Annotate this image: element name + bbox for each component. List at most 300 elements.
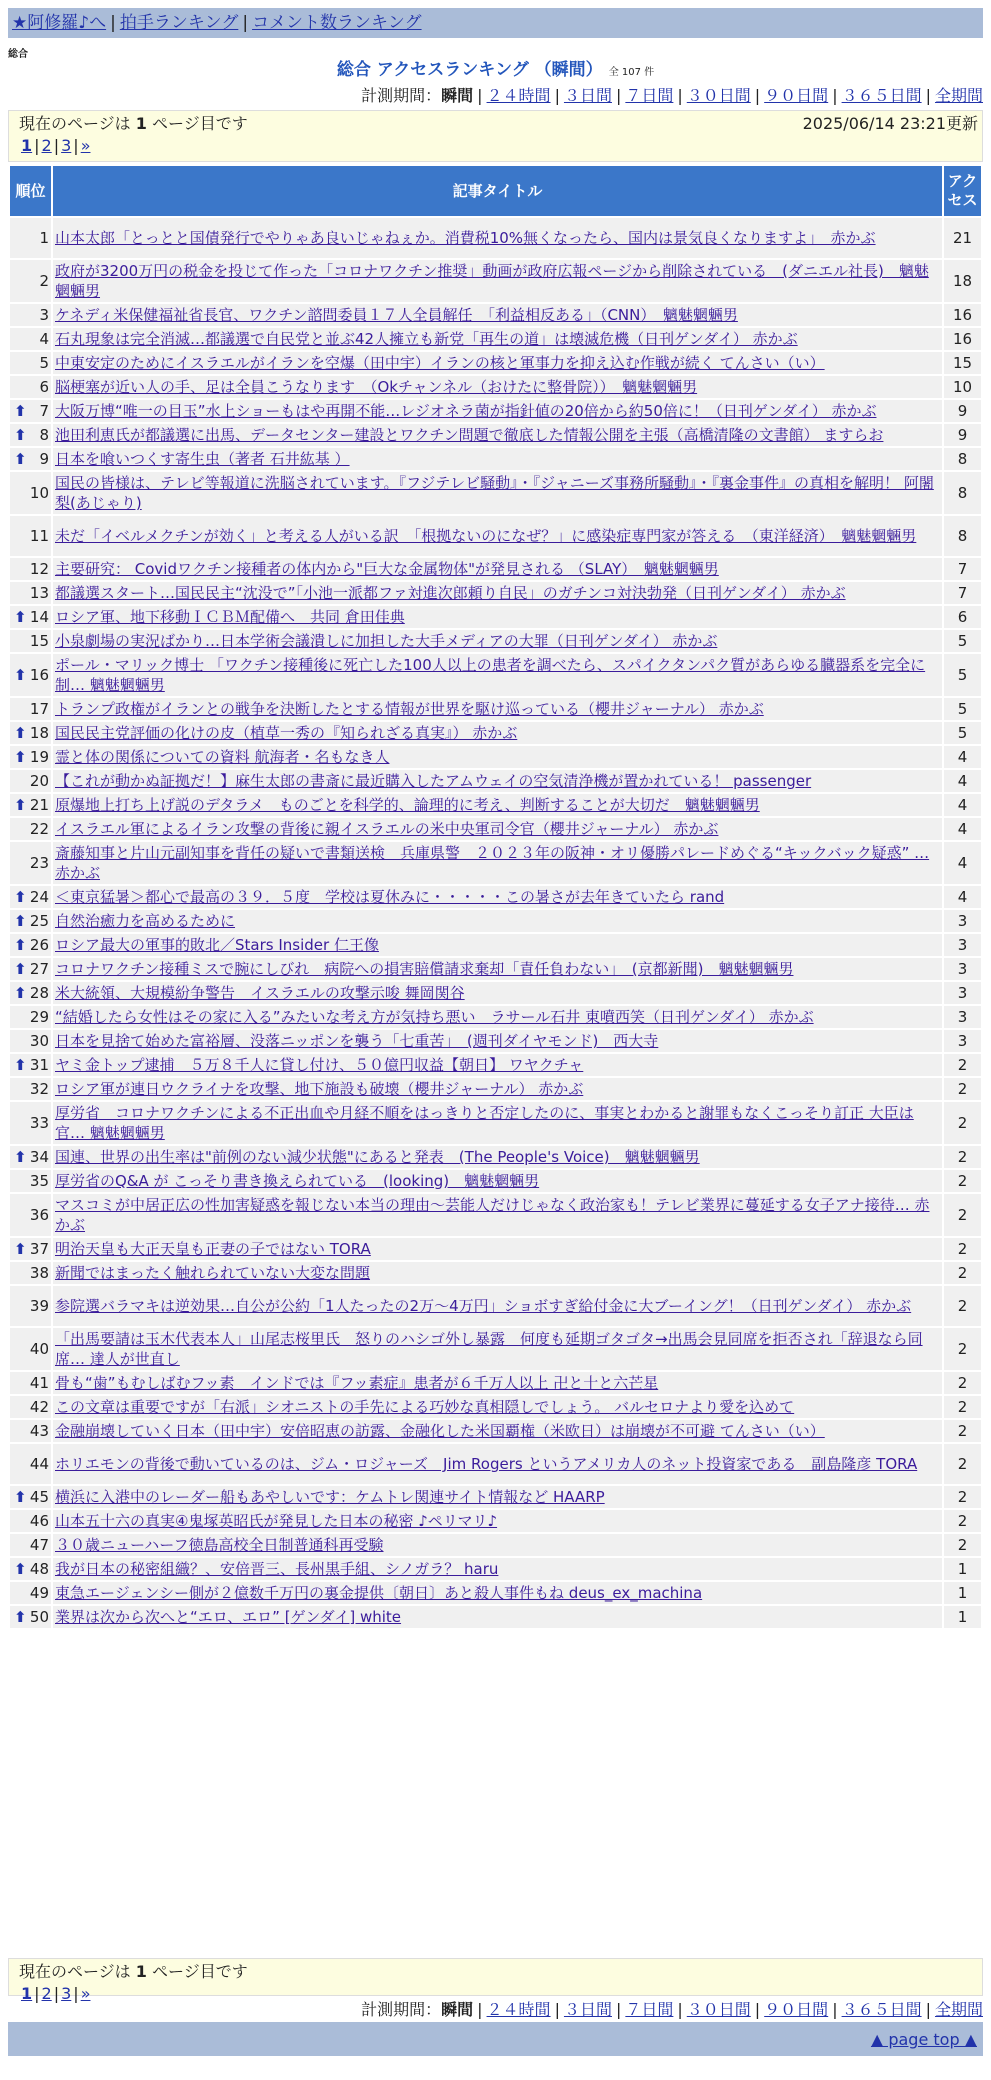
rank-number: 26: [29, 936, 49, 954]
title-cell: [53, 1078, 942, 1100]
table-row: [10, 328, 981, 350]
up-arrow-icon: ⬆: [14, 796, 27, 814]
title-cell: [53, 1146, 942, 1168]
article-link[interactable]: ＜東京猛暑＞都心で最高の３９．５度 学校は夏休みに・・・・・この暑さが去年きていたら rand: [55, 888, 725, 906]
rank-cell: [10, 260, 51, 302]
rank-number: 3: [39, 306, 49, 324]
title-cell: [53, 516, 942, 556]
rank-cell: [10, 516, 51, 556]
article-link[interactable]: 中東安定のためにイスラエルがイランを空爆（田中宇）イランの核と軍事力を抑え込む作戦が続く てんさい（い）: [55, 354, 825, 372]
article-link[interactable]: 米大統領、大規模紛争警告 イスラエルの攻撃示唆 舞岡関谷: [55, 984, 465, 1002]
access-count: 2: [944, 1328, 981, 1370]
rank-cell: [10, 582, 51, 604]
period-link[interactable]: ２４時間: [486, 86, 551, 105]
table-row: [10, 1606, 981, 1628]
top-navigation: [8, 8, 983, 38]
period-link[interactable]: ２４時間: [486, 2000, 551, 2019]
page-link[interactable]: 1: [21, 136, 33, 155]
up-arrow-icon: ⬆: [14, 1148, 27, 1166]
period-separator: |: [615, 2000, 622, 2019]
table-row: [10, 1486, 981, 1508]
table-row: [10, 1558, 981, 1580]
table-row: [10, 1286, 981, 1326]
table-row: [10, 630, 981, 652]
rank-cell: [10, 770, 51, 792]
header-access: アクセス: [944, 166, 981, 216]
access-count: 16: [944, 304, 981, 326]
up-arrow-icon: ⬆: [14, 608, 27, 626]
period-link[interactable]: ３日間: [563, 86, 612, 105]
title-cell: [53, 1486, 942, 1508]
access-count: 9: [944, 400, 981, 422]
title-cell: [53, 770, 942, 792]
article-link[interactable]: 参院選バラマキは逆効果…自公が公約「1人たったの2万〜4万円」ショボすぎ給付金に大ブーイング！（日刊ゲンダイ） 赤かぶ: [55, 1297, 912, 1315]
rank-number: 27: [29, 960, 49, 978]
article-link[interactable]: 山本太郎「とっとと国債発行でやりゃあ良いじゃねぇか。消費税10%無くなったら、国内は景気良くなりますよ」 赤かぶ: [55, 229, 876, 247]
title-cell: [53, 558, 942, 580]
access-count: 4: [944, 746, 981, 768]
rank-cell: [10, 794, 51, 816]
period-link[interactable]: ３０日間: [686, 2000, 751, 2019]
title-cell: [53, 1582, 942, 1604]
nav-link-comment-ranking[interactable]: コメント数ランキング: [252, 13, 422, 33]
title-cell: [53, 1054, 942, 1076]
article-link[interactable]: ヤミ金トップ逮捕 ５万８千人に貸し付け、５０億円収益【朝日】 ワヤクチャ: [55, 1056, 584, 1074]
page-link[interactable]: 2: [41, 1984, 52, 2003]
period-link[interactable]: ３６５日間: [841, 2000, 922, 2019]
title-cell: [53, 886, 942, 908]
period-link[interactable]: ７日間: [625, 86, 674, 105]
table-row: [10, 304, 981, 326]
access-count: 8: [944, 472, 981, 514]
title-cell: [53, 448, 942, 470]
article-link[interactable]: 脳梗塞が近い人の手、足は全員こうなります （Okチャンネル（おけたに整骨院）） 魑魅魍魎男: [55, 378, 698, 396]
period-separator: |: [925, 86, 931, 105]
access-count: 2: [944, 1510, 981, 1532]
table-row: [10, 516, 981, 556]
period-label: 計測期間：: [361, 86, 442, 105]
article-link[interactable]: 原爆地上打ち上げ説のデタラメ ものごとを科学的、論理的に考え、判断することが大切だ 魑魅魍魎男: [55, 796, 760, 814]
page-link[interactable]: »: [80, 136, 91, 155]
article-link[interactable]: ３０歳ニューハーフ徳島高校全日制普通科再受験: [55, 1536, 384, 1554]
rank-cell: [10, 722, 51, 744]
article-link[interactable]: イスラエル軍によるイラン攻撃の背後に親イスラエルの米中央軍司令官（櫻井ジャーナル） 赤かぶ: [55, 820, 719, 838]
table-row: [10, 1534, 981, 1556]
article-link[interactable]: 小泉劇場の実況ばかり…日本学術会議潰しに加担した大手メディアの大罪（日刊ゲンダイ） 赤かぶ: [55, 632, 718, 650]
rank-number: 35: [29, 1172, 49, 1190]
period-link[interactable]: ３０日間: [686, 86, 751, 105]
title-cell: [53, 260, 942, 302]
rank-cell: [10, 698, 51, 720]
table-row: [10, 1372, 981, 1394]
access-count: 9: [944, 424, 981, 446]
table-row: [10, 424, 981, 446]
rank-number: 34: [29, 1148, 49, 1166]
access-count: 3: [944, 934, 981, 956]
title-cell: [53, 606, 942, 628]
period-separator: |: [832, 86, 838, 105]
up-arrow-icon: ⬆: [14, 912, 27, 930]
title-cell: [53, 472, 942, 514]
article-link[interactable]: 東急エージェンシー側が２億数千万円の裏金提供〔朝日〕あと殺人事件もね deus_ex_machina: [55, 1584, 703, 1602]
table-row: [10, 1238, 981, 1260]
title-cell: [53, 1006, 942, 1028]
access-count: 2: [944, 1372, 981, 1394]
article-link[interactable]: 斎藤知事と片山元副知事を背任の疑いで書類送検 兵庫県警 ２０２３年の阪神・オリ優勝パレードめぐる“キックバック疑惑” … 赤かぶ: [55, 844, 930, 882]
table-row: [10, 886, 981, 908]
article-link[interactable]: 「出馬要請は玉木代表本人」山尾志桜里氏 怒りのハシゴ外し暴露 何度も延期ゴタゴタ→出馬会見同席を拒否され「辞退なら同席… 達人が世直し: [55, 1330, 923, 1368]
title-cell: [53, 630, 942, 652]
article-link[interactable]: ロシア軍が連日ウクライナを攻撃、地下施設も破壊（櫻井ジャーナル） 赤かぶ: [55, 1080, 584, 1098]
rank-number: 48: [29, 1560, 49, 1578]
article-link[interactable]: この文章は重要ですが「右派」シオニストの手先による巧妙な真相隠しでしょう。 バルセロナより愛を込めて: [55, 1398, 795, 1416]
rank-cell: [10, 376, 51, 398]
nav-separator: |: [242, 13, 249, 33]
table-row: [10, 722, 981, 744]
access-count: 5: [944, 698, 981, 720]
period-link[interactable]: ３６５日間: [841, 86, 922, 105]
title-cell: [53, 1328, 942, 1370]
table-row: [10, 746, 981, 768]
rank-cell: [10, 1328, 51, 1370]
title-cell: [53, 1030, 942, 1052]
article-link[interactable]: 業界は次から次へと“エロ、エロ” [ゲンダイ] white: [55, 1608, 402, 1626]
title-cell: [53, 1194, 942, 1236]
article-link[interactable]: 霊と体の関係についての資料 航海者・名もなき人: [55, 748, 390, 766]
up-arrow-icon: ⬆: [14, 1240, 27, 1258]
table-row: [10, 1006, 981, 1028]
access-count: 2: [944, 1486, 981, 1508]
up-arrow-icon: ⬆: [14, 984, 27, 1002]
rank-cell: [10, 1146, 51, 1168]
rank-cell: [10, 1170, 51, 1192]
table-row: [10, 910, 981, 932]
rank-cell: [10, 1238, 51, 1260]
rank-cell: [10, 424, 51, 446]
access-count: 15: [944, 352, 981, 374]
access-count: 3: [944, 1006, 981, 1028]
article-link[interactable]: トランプ政権がイランとの戦争を決断したとする情報が世界を駆け巡っている（櫻井ジャーナル） 赤かぶ: [55, 700, 764, 718]
rank-cell: [10, 1194, 51, 1236]
current-page-text: 現在のページは 1 ページ目です: [19, 1962, 248, 1981]
access-count: 5: [944, 630, 981, 652]
access-count: 10: [944, 376, 981, 398]
period-label: 計測期間：: [361, 2000, 442, 2019]
article-link[interactable]: 【これが動かぬ証拠だ！】麻生太郎の書斎に最近購入したアムウェイの空気清浄機が置かれている！ passenger: [55, 772, 812, 790]
table-row: [10, 472, 981, 514]
article-link[interactable]: 骨も“歯”もむしばむフッ素 インドでは『フッ素症』患者が６千万人以上 卍と十と六芒星: [55, 1374, 659, 1392]
rank-number: 10: [29, 484, 49, 502]
rank-number: 14: [29, 608, 49, 626]
rank-number: 19: [29, 748, 49, 766]
article-link[interactable]: ロシア軍、地下移動ＩＣＢＭ配備へ 共同 倉田佳典: [55, 608, 405, 626]
article-link[interactable]: ロシア最大の軍事的敗北／Stars Insider 仁王像: [55, 936, 379, 954]
pagination-bottom: [8, 1958, 983, 2003]
table-row: [10, 982, 981, 1004]
article-link[interactable]: “結婚したら女性はその家に入る”みたいな考え方が気持ち悪い ラサール石井 東噴西笑（日刊ゲンダイ） 赤かぶ: [55, 1008, 814, 1026]
article-link[interactable]: 厚労省のQ&A が こっそり書き換えられている (looking) 魑魅魍魎男: [55, 1172, 540, 1190]
period-current: 瞬間: [441, 86, 474, 105]
rank-number: 23: [29, 854, 49, 872]
up-arrow-icon: ⬆: [14, 724, 27, 742]
up-arrow-icon: ⬆: [14, 1608, 27, 1626]
rank-cell: [10, 328, 51, 350]
table-row: [10, 558, 981, 580]
rank-number: 28: [29, 984, 49, 1002]
article-link[interactable]: 明治天皇も大正天皇も正妻の子ではない TORA: [55, 1240, 371, 1258]
rank-number: 22: [29, 820, 49, 838]
rank-cell: [10, 842, 51, 884]
rank-number: 45: [29, 1488, 49, 1506]
rank-cell: [10, 746, 51, 768]
page-link[interactable]: 3: [61, 136, 72, 155]
title-cell: [53, 1170, 942, 1192]
rank-number: 24: [29, 888, 49, 906]
article-link[interactable]: 我が日本の秘密組織？、安倍晋三、長州黒手組、シノガラ？ haru: [55, 1560, 499, 1578]
table-row: [10, 818, 981, 840]
rank-cell: [10, 1606, 51, 1628]
title-cell: [53, 698, 942, 720]
table-row: [10, 606, 981, 628]
table-row: [10, 400, 981, 422]
access-count: 2: [944, 1102, 981, 1144]
table-row: [10, 582, 981, 604]
rank-number: 4: [39, 330, 49, 348]
page-separator: |: [53, 136, 60, 155]
rank-cell: [10, 1286, 51, 1326]
rank-number: 42: [29, 1398, 49, 1416]
table-row: [10, 1078, 981, 1100]
access-count: 1: [944, 1582, 981, 1604]
rank-number: 47: [29, 1536, 49, 1554]
up-arrow-icon: ⬆: [14, 1488, 27, 1506]
article-link[interactable]: 国民民主党評価の化けの皮（植草一秀の『知られざる真実』） 赤かぶ: [55, 724, 518, 742]
article-link[interactable]: 横浜に入港中のレーダー船もあやしいです：ケムトレ関連サイト情報など HAARP: [55, 1488, 605, 1506]
access-count: 21: [944, 218, 981, 258]
rank-number: 11: [29, 527, 49, 545]
page-link[interactable]: 3: [61, 1984, 72, 2003]
period-separator: |: [832, 2000, 838, 2019]
article-link[interactable]: 日本を見捨て始めた富裕層、没落ニッポンを襲う「七重苦」 (週刊ダイヤモンド) 西大寺: [55, 1032, 659, 1050]
access-count: 2: [944, 1078, 981, 1100]
article-link[interactable]: 日本を喰いつくす寄生虫（著者 石井紘基 ）: [55, 450, 350, 468]
title-cell: [53, 582, 942, 604]
title-cell: [53, 376, 942, 398]
access-count: 2: [944, 1054, 981, 1076]
period-selector-top: [223, 86, 983, 106]
rank-number: 9: [39, 450, 49, 468]
up-arrow-icon: ⬆: [14, 450, 27, 468]
article-link[interactable]: 国民の皆様は、テレビ等報道に洗脳されています。『フジテレビ騒動』・『ジャニーズ事務所騒動』・『裏金事件』の真相を解明！ 阿闍梨(あじゃり): [55, 474, 934, 512]
period-link[interactable]: 全期間: [934, 86, 983, 105]
up-arrow-icon: ⬆: [14, 666, 27, 684]
title-cell: [53, 982, 942, 1004]
table-row: [10, 1194, 981, 1236]
up-arrow-icon: ⬆: [14, 888, 27, 906]
article-link[interactable]: 自然治癒力を高めるために: [55, 912, 236, 930]
nav-link-applause-ranking[interactable]: 拍手ランキング: [119, 13, 239, 33]
table-row: [10, 1510, 981, 1532]
title-cell: [53, 1444, 942, 1484]
up-arrow-icon: ⬆: [14, 1560, 27, 1578]
rank-number: 50: [29, 1608, 49, 1626]
table-row: [10, 654, 981, 696]
article-link[interactable]: 都議選スタート…国民民主“沈没で”「小池一派都ファ対進次郎頼り自民」のガチンコ対決勃発（日刊ゲンダイ） 赤かぶ: [55, 584, 846, 602]
period-current: 瞬間: [441, 2000, 474, 2019]
rank-cell: [10, 1558, 51, 1580]
period-link[interactable]: ９０日間: [764, 2000, 829, 2019]
access-count: 4: [944, 794, 981, 816]
rank-cell: [10, 558, 51, 580]
rank-number: 40: [29, 1340, 49, 1358]
page-title: [0, 59, 991, 84]
article-link[interactable]: 大阪万博“唯一の目玉”水上ショーもはや再開不能…レジオネラ菌が指針値の20倍から約50倍に！（日刊ゲンダイ） 赤かぶ: [55, 402, 877, 420]
access-count: 7: [944, 558, 981, 580]
rank-cell: [10, 606, 51, 628]
rank-number: 30: [29, 1032, 49, 1050]
footer-bar: [8, 2022, 983, 2056]
table-row: [10, 1262, 981, 1284]
updated-timestamp: 2025/06/14 23:21更新: [802, 114, 978, 133]
title-cell: [53, 1396, 942, 1418]
rank-cell: [10, 1054, 51, 1076]
article-link[interactable]: ポール・マリック博士 「ワクチン接種後に死亡した100人以上の患者を調べたら、スパイクタンパク質があらゆる臓器系を完全に制… 魑魅魍魎男: [55, 656, 926, 694]
rank-number: 32: [29, 1080, 49, 1098]
rank-number: 18: [29, 724, 49, 742]
rank-cell: [10, 1510, 51, 1532]
access-count: 2: [944, 1286, 981, 1326]
title-cell: [53, 1420, 942, 1442]
title-cell: [53, 1534, 942, 1556]
table-row: [10, 934, 981, 956]
rank-cell: [10, 982, 51, 1004]
table-row: [10, 1170, 981, 1192]
page-top-link[interactable]: ▲ page top ▲: [870, 2030, 977, 2049]
rank-cell: [10, 400, 51, 422]
nav-link-asyura[interactable]: ★阿修羅♪へ: [12, 13, 107, 33]
table-row: [10, 1102, 981, 1144]
article-link[interactable]: ホリエモンの背後で動いているのは、ジム・ロジャーズ Jim Rogers というアメリカ人のネット投資家である 副島隆彦 TORA: [55, 1455, 918, 1473]
period-selector-bottom: [223, 2000, 983, 2020]
period-separator: |: [554, 2000, 560, 2019]
rank-cell: [10, 448, 51, 470]
rank-cell: [10, 886, 51, 908]
title-cell: [53, 1286, 942, 1326]
table-row: [10, 218, 981, 258]
period-link[interactable]: ７日間: [625, 2000, 674, 2019]
title-cell: [53, 842, 942, 884]
rank-number: 39: [29, 1297, 49, 1315]
access-count: 18: [944, 260, 981, 302]
period-separator: |: [677, 2000, 683, 2019]
article-link[interactable]: 主要研究： Covidワクチン接種者の体内から"巨大な金属物体"が発見される （SLAY） 魑魅魍魎男: [55, 560, 719, 578]
rank-cell: [10, 1030, 51, 1052]
access-count: 2: [944, 1170, 981, 1192]
rank-number: 1: [39, 229, 49, 247]
rank-cell: [10, 1102, 51, 1144]
rank-cell: [10, 352, 51, 374]
access-count: 2: [944, 1444, 981, 1484]
access-count: 4: [944, 818, 981, 840]
article-link[interactable]: 山本五十六の真実④鬼塚英昭氏が発見した日本の秘密 ♪ペリマリ♪: [55, 1512, 498, 1530]
rank-cell: [10, 1582, 51, 1604]
header-title: 記事タイトル: [53, 166, 942, 216]
page-title-text: 総合 アクセスランキング （瞬間）: [336, 60, 603, 80]
title-cell: [53, 1606, 942, 1628]
pagination-top: [8, 110, 983, 162]
article-link[interactable]: 金融崩壊していく日本（田中宇）安倍昭恵の訪露、金融化した米国覇権（米欧日）は崩壊が不可避 てんさい（い）: [55, 1422, 825, 1440]
access-count: 1: [944, 1558, 981, 1580]
article-link[interactable]: コロナワクチン接種ミスで腕にしびれ 病院への損害賠償請求棄却「責任負わない」 (京都新聞) 魑魅魍魎男: [55, 960, 794, 978]
period-link[interactable]: 全期間: [934, 2000, 983, 2019]
period-separator: |: [677, 86, 683, 105]
article-link[interactable]: 新聞ではまったく触れられていない大変な問題: [55, 1264, 371, 1282]
rank-number: 2: [39, 272, 49, 290]
title-cell: [53, 746, 942, 768]
period-separator: |: [554, 86, 560, 105]
rank-number: 46: [29, 1512, 49, 1530]
article-link[interactable]: 池田利恵氏が都議選に出馬、データセンター建設とワクチン問題で徹底した情報公開を主張（高橋清隆の文書館） ますらお: [55, 426, 884, 444]
page-link[interactable]: »: [80, 1984, 91, 2003]
access-count: 8: [944, 516, 981, 556]
article-link[interactable]: 政府が3200万円の税金を投じて作った「コロナワクチン推奨」動画が政府広報ページから削除されている (ダニエル社長) 魑魅魍魎男: [55, 262, 929, 300]
article-link[interactable]: マスコミが中居正広の性加害疑惑を報じない本当の理由〜芸能人だけじゃなく政治家も！テレビ業界に蔓延する女子アナ接待… 赤かぶ: [55, 1196, 930, 1234]
ranking-table: [8, 164, 983, 1630]
rank-number: 37: [29, 1240, 49, 1258]
table-row: [10, 1582, 981, 1604]
rank-cell: [10, 472, 51, 514]
rank-cell: [10, 1396, 51, 1418]
rank-number: 29: [29, 1008, 49, 1026]
rank-cell: [10, 934, 51, 956]
table-row: [10, 448, 981, 470]
table-row: [10, 842, 981, 884]
title-cell: [53, 1372, 942, 1394]
article-link[interactable]: 国連、世界の出生率は"前例のない減少状態"にあると発表 (The People's Voice) 魑魅魍魎男: [55, 1148, 700, 1166]
period-separator: |: [754, 2000, 761, 2019]
access-count: 16: [944, 328, 981, 350]
rank-number: 8: [39, 426, 49, 444]
rank-cell: [10, 630, 51, 652]
article-link[interactable]: ケネディ米保健福祉省長官、ワクチン諮問委員１７人全員解任 「利益相反ある」（CNN） 魑魅魍魎男: [55, 306, 738, 324]
up-arrow-icon: ⬆: [14, 936, 27, 954]
access-count: 7: [944, 582, 981, 604]
rank-number: 44: [29, 1455, 49, 1473]
rank-number: 17: [29, 700, 49, 718]
rank-cell: [10, 1486, 51, 1508]
period-link[interactable]: ３日間: [563, 2000, 612, 2019]
rank-number: 43: [29, 1422, 49, 1440]
page-link[interactable]: 1: [21, 1984, 33, 2003]
page-link[interactable]: 2: [41, 136, 52, 155]
table-row: [10, 1420, 981, 1442]
title-cell: [53, 1510, 942, 1532]
period-link[interactable]: ９０日間: [764, 86, 829, 105]
article-link[interactable]: 厚労省 コロナワクチンによる不正出血や月経不順をはっきりと否定したのに、事実とわかると謝罪もなくこっそり訂正 大臣は官… 魑魅魍魎男: [55, 1104, 914, 1142]
access-count: 2: [944, 1534, 981, 1556]
up-arrow-icon: ⬆: [14, 402, 27, 420]
article-link[interactable]: 未だ「イベルメクチンが効く」と考える人がいる訳 「根拠ないのになぜ？」に感染症専門家が答える （東洋経済） 魑魅魍魎男: [55, 527, 917, 545]
page-separator: |: [53, 1984, 60, 2003]
title-cell: [53, 1102, 942, 1144]
title-cell: [53, 1238, 942, 1260]
access-count: 8: [944, 448, 981, 470]
rank-cell: [10, 818, 51, 840]
rank-number: 33: [29, 1114, 49, 1132]
article-link[interactable]: 石丸現象は完全消滅…都議選で自民党と並ぶ42人擁立も新党「再生の道」は壊滅危機（日刊ゲンダイ） 赤かぶ: [55, 330, 798, 348]
title-cell: [53, 1558, 942, 1580]
table-row: [10, 1396, 981, 1418]
